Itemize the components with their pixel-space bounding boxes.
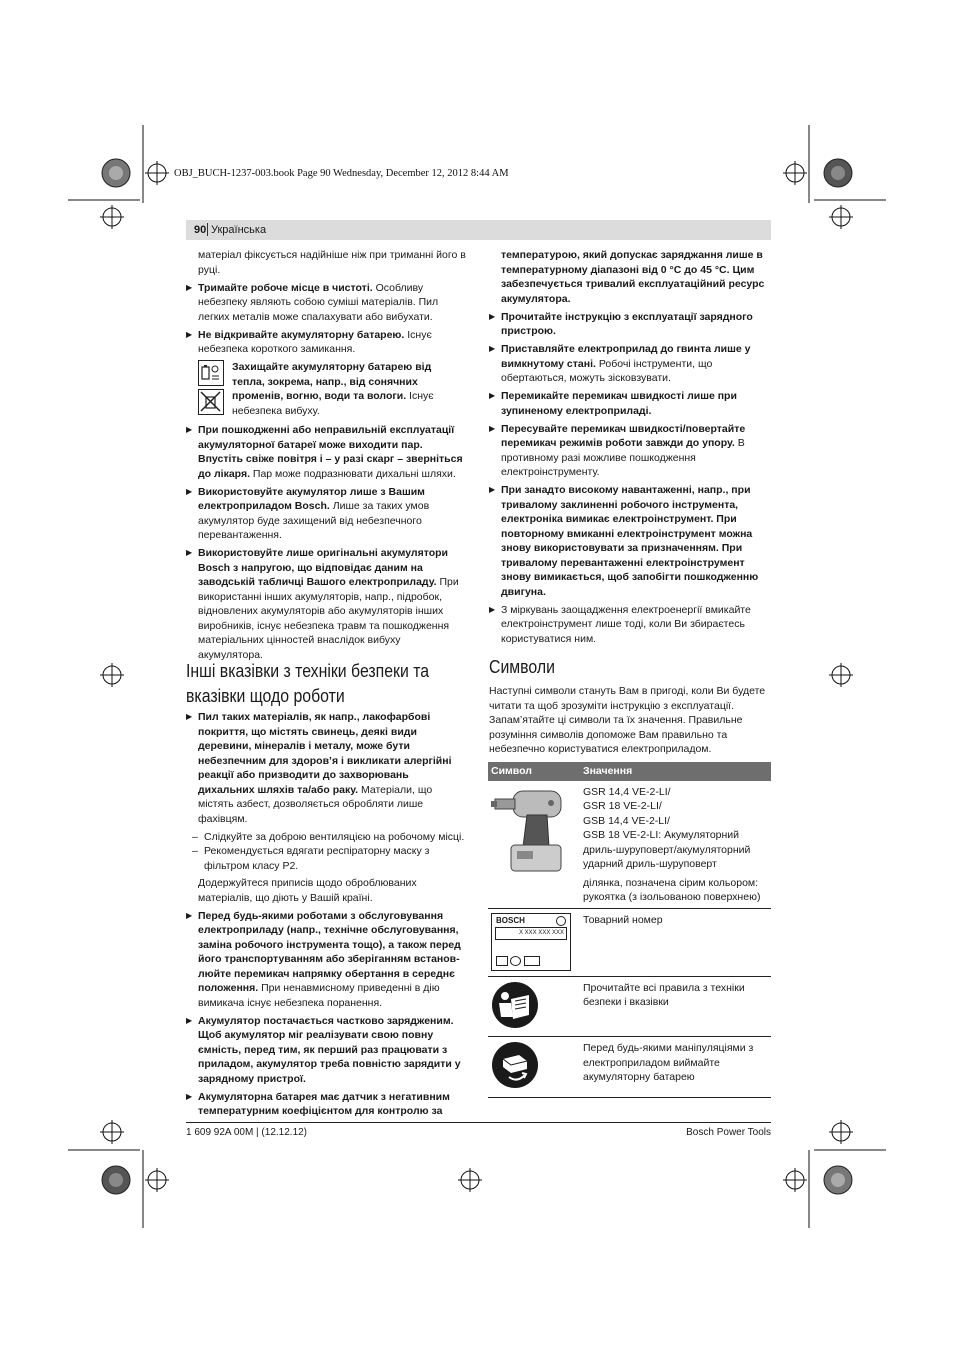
footer-brand: Bosch Power Tools xyxy=(686,1127,771,1138)
meaning-cell: Перед будь-якими маніпуляціями з електроприладом виймайте акумуляторну батарею xyxy=(580,1037,771,1098)
list-item: ▶ Акумулятор постачається частково зарядженим. Щоб акумулятор міг реалізувати свою повну ємність, перед тим, як перший раз працювати з приладом, акумулятор треба повністю зарядити у зарядному пристрої. xyxy=(186,1014,466,1087)
water-fire-prohibited-icon xyxy=(198,389,224,415)
table-row xyxy=(488,976,771,1037)
battery-warning-block: Захищайте акумуляторну батарею від тепла, зокрема, напр., від сонячних променів, вогню, води та вологи. Існує небезпека вибуху. xyxy=(198,360,466,418)
symbols-intro: Наступні символи стануть Вам в пригоді, коли Ви будете читати та щоб зрозуміти інструкцію з експлуатації. Запам’ятайте ці символи та їх значення. Правильне розуміння символів допоможе Вам правильно та небезпечно користуватися електроприладом. xyxy=(489,685,766,755)
symbol-cell xyxy=(488,1037,580,1098)
meaning-cell: GSR 14,4 VE-2-LI/ GSR 18 VE-2-LI/ GSB 14,4 VE-2-LI/ GSB 18 VE-2-LI: Акумуляторний дриль-шуруповерт/акумуляторний ударний дриль-шуруповерт ділянка, позначена сірим кольором: рукоятка (з ізольованою поверхнею) xyxy=(580,781,771,909)
section-title-safety: Інші вказівки з техніки безпеки та вказівки щодо роботи xyxy=(186,661,430,706)
list-item: ▶ Прочитайте інструкцію з експлуатації зарядного пристрою. xyxy=(489,310,771,339)
header-separator xyxy=(207,223,208,236)
list-item: ▶ Використовуйте лише оригінальні акумулятори Bosch з напругою, що відповідає даним на заводській табличці Вашого електроприладу. При використанні інших акумуляторів, напр., підробок, відновлених акумуляторів або акумуляторів інших виробників, існує небезпека травм та пошкодження матеріальних цінностей внаслідок вибуху акумулятора. xyxy=(186,546,466,662)
meaning-cell: Прочитайте всі правила з техніки безпеки і вказівки xyxy=(580,976,771,1037)
list-item: ▶ При пошкодженні або неправильній експлуатації акумуляторної батареї може виходити пар. Впустіть свіже повітря і – у разі скарг – зверніться до лікаря. Пар може подразнювати дихальні шляхи. xyxy=(186,423,466,481)
left-column xyxy=(186,248,466,666)
list-item: ▶ Тримайте робоче місце в чистоті. Особливу небезпеку являють собою суміші матеріалів. Пил легких металів може спалахувати або вибухати. xyxy=(186,281,466,325)
table-row xyxy=(488,1037,771,1098)
section-title-symbols: Символи xyxy=(489,657,555,677)
list-item: ▶ Перед будь-якими роботами з обслуговування електроприладу (напр., технічне обслуговування, заміна робочого інструмента тощо), а також перед його транспортуванням або зберіганням встанов-люйте перемикач напрямку обертання в середнє положення. При ненавмисному приведенні в дію вимикача існує небезпека поранення. xyxy=(186,909,466,1011)
heat-sun-warning-icon xyxy=(198,360,224,386)
dash-item: – Рекомендується вдягати респіраторну маску з фільтром класу P2. xyxy=(186,844,466,873)
list-item: ▶ Перемикайте перемикач швидкості лише при зупиненому електроприладі. xyxy=(489,389,771,418)
table-row xyxy=(488,781,771,909)
drill-icon xyxy=(491,785,575,877)
right-column xyxy=(489,248,771,650)
list-item: ▶ Приставляйте електроприлад до гвинта лише у вимкнутому стані. Робочі інструменти, що обертаються, можуть зісковзувати. xyxy=(489,342,771,386)
page-header-bar xyxy=(186,220,771,240)
symbol-cell xyxy=(488,908,580,976)
table-row xyxy=(488,908,771,976)
list-item: ▶ При занадто високому навантаженні, напр., при тривалому заклиненні робочого інструмента, електроніка вимикає електроінструмент. При повторному вмиканні електроінструмент можна знову використовувати за призначенням. При тривалому перевантаженні електроінструмент знову вимикається, щоб запобігти пошкодженню двигуна. xyxy=(489,483,771,599)
print-info: OBJ_BUCH-1237-003.book Page 90 Wednesday, December 12, 2012 8:44 AM xyxy=(174,168,509,179)
dash-item: – Слідкуйте за доброю вентиляцією на робочому місці. xyxy=(186,830,466,845)
remove-battery-icon xyxy=(491,1041,539,1089)
paragraph: Додержуйтеся приписів щодо оброблюваних матеріалів, що діють у Вашій країні. xyxy=(198,877,417,904)
footer-rule xyxy=(186,1122,771,1123)
col-header-symbol: Символ xyxy=(488,762,580,781)
list-item: ▶ З міркувань заощадження електроенергії вмикайте електроінструмент лише тоді, коли Ви збираєтесь користуватися ним. xyxy=(489,603,771,647)
read-manual-icon xyxy=(491,981,539,1029)
symbols-table xyxy=(488,762,771,1098)
footer-document-number: 1 609 92A 00M | (12.12.12) xyxy=(186,1127,308,1138)
list-item: ▶ Пересувайте перемикач швидкості/повертайте перемикач режимів роботи завжди до упору. В противному разі можливе пошкодження електроінструменту. xyxy=(489,422,771,480)
intro-text: матеріал фіксується надійніше ніж при триманні його в руці. xyxy=(198,249,466,276)
page-number: 90 xyxy=(194,224,207,236)
list-item: ▶ Не відкривайте акумуляторну батарею. Існує небезпека короткого замикання. xyxy=(186,328,466,357)
col-header-meaning: Значення xyxy=(580,762,771,781)
symbol-cell xyxy=(488,781,580,909)
list-item: ▶ Пил таких матеріалів, як напр., лакофарбові покриття, що містять свинець, деякі види деревини, мінералів і металу, може бути небезпечним для здоров’я і викликати алергійні реакції або призводити до захворювань дихальних шляхів та/або раку. Матеріали, що містять азбест, дозволяється обробляти лише фахівцям. xyxy=(186,710,466,826)
meaning-cell: Товарний номер xyxy=(580,908,771,976)
page-language: Українська xyxy=(211,224,267,236)
list-item: ▶ Акумуляторна батарея має датчик з негативним температурним коефіцієнтом для контролю за xyxy=(186,1090,466,1119)
left-column-lower xyxy=(186,710,466,1122)
symbol-cell xyxy=(488,976,580,1037)
continued-text: температурою, який допускає заряджання лише в температурному діапазоні від 0 °C до 45 °C. Цим забезпечується тривалий експлуатаційний ресурс акумулятора. xyxy=(501,249,765,305)
list-item: ▶ Використовуйте акумулятор лише з Вашим електроприладом Bosch. Лише за таких умов акумулятор буде захищений від небезпечного перевантаження. xyxy=(186,485,466,543)
type-plate-icon: BOSCH X XXX XXX XXX xyxy=(491,913,571,971)
